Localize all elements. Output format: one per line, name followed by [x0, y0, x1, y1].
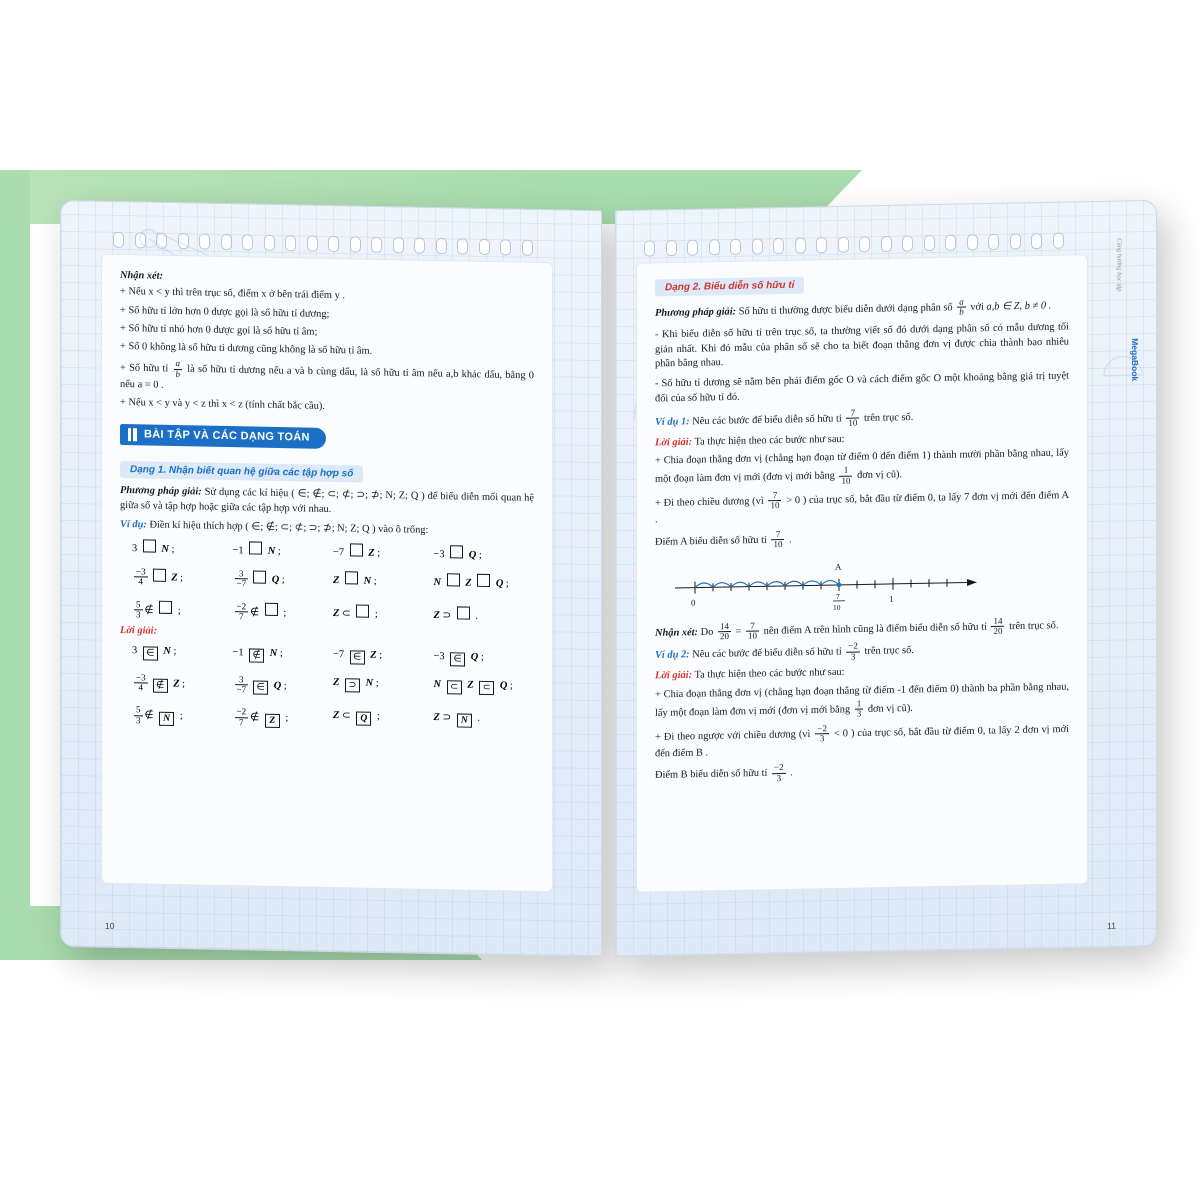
answer-cell: Z ⊃ N .	[434, 711, 535, 733]
blank-box[interactable]	[450, 545, 463, 558]
fraction-1-10: $\frac{1}{10}$	[841, 464, 851, 486]
fraction-neg2-3: $\frac{-2}{3}$	[817, 722, 827, 744]
fraction-14-20: $\frac{14}{20}$	[719, 620, 729, 642]
para-1: - Khi biểu diễn số hữu tỉ trên trục số, ta thường viết số đó dưới dạng phân số có mẫu dương tối giản nhất. Khi đó mẫu của phân số sẽ cho ta biết đoạn thẳng đơn vị được chia thành bao nhiêu phần bằng nhau.	[655, 321, 1069, 370]
diem-b-line	[655, 758, 1069, 786]
step-4-b: < 0 ) của trục số, bắt đầu từ điểm 0, ta lấy 2 đơn vị mới đến điểm B .	[655, 723, 1070, 759]
blank-box[interactable]	[159, 601, 172, 614]
fraction-7-10: $\frac{7}{10}$	[848, 407, 858, 428]
section-banner-label: BÀI TẬP VÀ CÁC DẠNG TOÁN	[144, 428, 310, 444]
nhan-xet-bullet-1: + Nếu x < y thì trên trục số, điểm x ở bên trái điểm y .	[120, 286, 345, 302]
blank-box[interactable]	[345, 571, 358, 584]
open-book	[60, 205, 1155, 950]
decor-green-left-band	[0, 170, 30, 960]
book-page-left	[60, 200, 602, 957]
answer-box: Q	[356, 712, 371, 726]
blank-box[interactable]	[265, 603, 278, 616]
pp-text-2: với	[970, 301, 984, 313]
pp-label: Phương pháp giải:	[120, 484, 202, 498]
nhan-xet-bullet-3: + Số hữu tỉ nhỏ hơn 0 được gọi là số hữu tỉ âm;	[120, 322, 318, 338]
step-3-a: + Chia đoạn thẳng đơn vị (chẳng hạn đoạn thẳng từ điểm -1 đến điểm 0) thành ba phần bằng nhau, lấy một đoạn làm đơn vị mới (đơn vị mới bằng	[655, 681, 1069, 719]
page-number-right: 11	[1107, 920, 1116, 931]
exercise-cell: $\frac{-3}{4}$ Z ;	[136, 566, 184, 587]
answer-box: ∈	[350, 650, 365, 664]
blank-box[interactable]	[253, 570, 266, 583]
pp-text-1: Số hữu tỉ thường được biểu diễn dưới dạng phân số	[738, 302, 953, 318]
diem-b-text-a: Điểm B biểu diễn số hữu tỉ	[655, 768, 768, 782]
page-number-left: 10	[105, 920, 115, 931]
answer-cell: Z ⊂ Q ;	[333, 709, 434, 731]
fraction-neg2-3: $\frac{-2}{3}$	[774, 762, 784, 783]
step-3-b: đơn vị cũ).	[867, 702, 913, 715]
vi-du-2-label: Ví dụ 2:	[655, 649, 690, 662]
step-2-a: + Đi theo chiều dương (vì	[655, 495, 764, 509]
answer-box: ∈	[450, 652, 465, 666]
blank-box[interactable]	[447, 573, 460, 586]
step-3	[655, 681, 1069, 724]
exercise-grid	[132, 539, 534, 627]
step-1-b: đơn vị cũ).	[857, 469, 903, 482]
answer-cell: 3 ∈ N ;	[132, 645, 233, 662]
loi-giai-2-text: Ta thực hiện theo các bước như sau:	[694, 667, 845, 681]
exercise-cell: −3 Q ;	[434, 545, 535, 562]
fraction-7-10: $\frac{7}{10}$	[748, 620, 758, 641]
nhan-xet-c: trên trục số.	[1009, 619, 1059, 632]
bullet-fraction-prefix: + Số hữu tỉ	[120, 362, 169, 375]
dang-1-heading: Dạng 1. Nhận biết quan hệ giữa các tập hợp số	[120, 461, 363, 483]
nhan-xet-bullet-2: + Số hữu tỉ lớn hơn 0 được gọi là số hữu tỉ dương;	[120, 304, 330, 320]
fraction-7-10: $\frac{7}{10}$	[770, 490, 780, 511]
svg-text:0: 0	[691, 597, 696, 608]
right-page-content	[636, 254, 1088, 893]
answer-cell: $\frac{-2}{7}$ ∉ Z ;	[236, 706, 289, 728]
step-4-a: + Đi theo ngược với chiều dương (vì	[655, 728, 811, 743]
para-2: - Số hữu tỉ dương sẽ nằm bên phải điểm gốc O và cách điểm gốc O một khoảng bằng giá trị tuyệt đối của số hữu tỉ đó.	[655, 370, 1069, 405]
diem-a-text-b: .	[789, 533, 792, 545]
exercise-cell: N Z Q ;	[434, 573, 535, 595]
svg-text:A: A	[835, 561, 842, 572]
fraction-a-over-b: $\frac{a}{b}$	[959, 296, 964, 318]
svg-text:10: 10	[833, 602, 841, 612]
spiral-binding-left	[113, 232, 533, 254]
diem-a-text-a: Điểm A biểu diễn số hữu tỉ	[655, 534, 767, 548]
dang1-vi-du	[120, 518, 534, 541]
loi-giai-2-label: Lời giải:	[655, 669, 693, 682]
fraction-1-3: $\frac{1}{3}$	[856, 698, 862, 719]
vi-du-1-text-b: trên trục số.	[863, 411, 914, 424]
loi-giai-label: Lời giải:	[120, 624, 158, 637]
spiral-binding-right	[644, 233, 1064, 255]
dang-2-heading: Dạng 2. Biểu diễn số hữu tỉ	[655, 277, 804, 297]
blank-box[interactable]	[350, 543, 363, 556]
step-2	[655, 485, 1069, 528]
answer-cell: $\frac{3}{-7}$ ∈ Q ;	[236, 673, 287, 695]
answer-cell: −1 ∉ N ;	[233, 647, 334, 664]
fraction-14-20: $\frac{14}{20}$	[993, 615, 1003, 636]
nhan-xet-bullet-5: + Nếu x < y và y < z thì x < z (tính chất bắc cầu).	[120, 397, 325, 413]
answer-cell: $\frac{5}{3}$ ∉ N ;	[136, 704, 183, 726]
exercise-cell: Z ⊃ .	[434, 606, 535, 628]
answer-box: ∈	[143, 646, 158, 660]
diem-b-text-b: .	[790, 767, 793, 779]
step-1-a: + Chia đoạn thẳng đơn vị (chẳng hạn đoạn từ điểm 0 đến điểm 1) thành mười phần bằng nhau, lấy một đoạn làm đơn vị mới (đơn vị mới bằng	[655, 447, 1069, 486]
nhan-xet-a: Do	[700, 626, 714, 638]
svg-text:7: 7	[836, 591, 840, 601]
answer-cell: N ⊂ Z ⊂ Q ;	[434, 679, 535, 701]
answer-cell: −3 ∈ Q ;	[434, 651, 535, 668]
diem-a-line	[655, 524, 1069, 552]
nhan-xet-bullet-fraction	[120, 358, 534, 401]
blank-box[interactable]	[457, 606, 470, 619]
exercise-cell: 3 N ;	[132, 539, 233, 556]
vi-du-text: Điền kí hiệu thích hợp ( ∈; ∉; ⊂; ⊄; ⊃; ⊅; N; Z; Q ) vào ô trống:	[149, 519, 429, 537]
answer-box: Z	[265, 714, 280, 728]
vi-du-1	[655, 404, 1069, 432]
blank-box[interactable]	[143, 539, 156, 552]
loi-giai-1-text: Ta thực hiện theo các bước như sau:	[694, 433, 845, 448]
number-line-figure	[655, 550, 1069, 621]
answer-cell: $\frac{-3}{4}$ ∉ Z ;	[136, 671, 186, 693]
answer-box: N	[457, 714, 472, 728]
blank-box[interactable]	[249, 541, 262, 554]
vi-du-2	[655, 638, 1069, 666]
vi-du-2-text-b: trên trục số.	[864, 645, 914, 658]
step-2-b: > 0 ) của trục số, bắt đầu từ điểm 0, ta lấy 7 đơn vị mới đến điểm A .	[655, 489, 1069, 526]
loi-giai-1-label: Lời giải:	[655, 436, 693, 449]
step-4	[655, 719, 1069, 762]
exercise-cell: $\frac{5}{3}$ ∉ ;	[136, 599, 181, 620]
fraction-7-10: $\frac{7}{10}$	[773, 528, 783, 550]
vi-du-1-text-a: Nêu các bước để biểu diễn số hữu tỉ	[692, 413, 842, 427]
answer-box: ⊂	[479, 680, 494, 694]
answer-box: ∉	[153, 679, 168, 693]
step-1	[655, 447, 1069, 490]
svg-text:1: 1	[889, 593, 894, 604]
nhan-xet-bullet-4: + Số 0 không là số hữu tỉ dương cũng không là số hữu tỉ âm.	[120, 341, 373, 357]
pp-label: Phương pháp giải:	[655, 306, 737, 319]
left-page-content	[101, 254, 553, 893]
answer-box: ∉	[249, 648, 264, 662]
vi-du-1-label: Ví dụ 1:	[655, 415, 690, 428]
answer-box: ∈	[253, 681, 268, 695]
pp-condition: a,b ∈ Z, b ≠ 0 .	[986, 300, 1052, 313]
answer-box: ⊂	[447, 680, 462, 694]
nhan-xet-equals: =	[735, 625, 742, 637]
pp-text: Sử dụng các kí hiệu ( ∈; ∉; ⊂; ⊄; ⊃; ⊅; N; Z; Q ) để biểu diễn mối quan hệ giữa số và tập hợp hoặc giữa các tập hợp với nhau.	[120, 486, 534, 515]
book-page-right	[615, 200, 1157, 957]
vi-du-label: Ví dụ:	[120, 519, 147, 531]
answer-grid	[132, 645, 534, 733]
fraction-neg2-3: $\frac{-2}{3}$	[848, 640, 858, 662]
vi-du-2-text-a: Nêu các bước để biểu diễn số hữu tỉ	[692, 646, 842, 661]
exercise-cell: $\frac{3}{-7}$ Q ;	[236, 568, 285, 589]
blank-box[interactable]	[356, 604, 369, 617]
nhan-xet-title: Nhận xét:	[120, 269, 164, 282]
fraction-a-over-b: $\frac{a}{b}$	[175, 358, 181, 379]
pause-bars-icon	[128, 428, 137, 441]
answer-cell: −7 ∈ Z ;	[333, 649, 434, 666]
answer-box: ⊃	[345, 678, 360, 692]
blank-box[interactable]	[477, 574, 490, 587]
bullet-fraction-rest: là số hữu tỉ dương nếu a và b cùng dấu, là số hữu tỉ âm nếu a,b khác dấu, bằng 0 nếu a = 0 .	[120, 364, 534, 391]
exercise-cell: $\frac{-2}{7}$ ∉ ;	[236, 601, 287, 622]
brand-tagline: Cùng hướng học tập	[1115, 238, 1122, 292]
answer-box: N	[159, 712, 174, 726]
brand-name: MegaBook	[1130, 338, 1140, 382]
brand-logo	[1130, 338, 1140, 381]
section-banner-bai-tap	[120, 424, 326, 449]
exercise-cell: Z ⊂ ;	[333, 604, 434, 626]
answer-cell: Z ⊃ N ;	[333, 677, 434, 699]
exercise-cell: −7 Z ;	[333, 543, 434, 560]
blank-box[interactable]	[153, 568, 166, 581]
exercise-cell: Z N ;	[333, 571, 434, 593]
nhan-xet-label: Nhận xét:	[655, 626, 699, 639]
nhan-xet-b: nên điểm A trên hình cũng là điểm biểu diễn số hữu tỉ	[763, 621, 987, 637]
exercise-cell: −1 N ;	[233, 541, 334, 558]
